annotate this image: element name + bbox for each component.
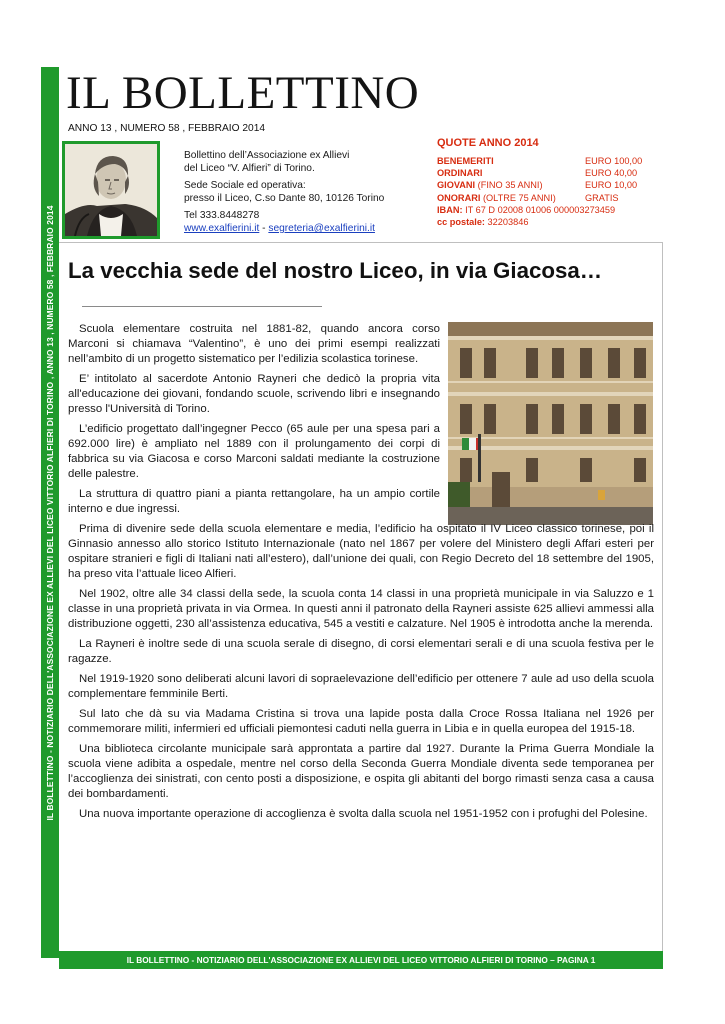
iban-label: IBAN: <box>437 204 463 215</box>
footer-band: IL BOLLETTINO - NOTIZIARIO DELL'ASSOCIAZIONE EX ALLIEVI DEL LICEO VITTORIO ALFIERI DI TORINO – PAGINA 1 <box>59 951 663 969</box>
cc-value: 32203846 <box>485 217 529 228</box>
article-paragraph: La struttura di quattro piani a pianta rettangolare, ha un ampio cortile interno e due ingressi. <box>68 488 440 515</box>
quote-note: (FINO 35 ANNI) <box>475 180 543 191</box>
sidebar-text: IL BOLLETTINO - NOTIZIARIO DELL'ASSOCIAZIONE EX ALLIEVI DEL LICEO VITTORIO ALFIERI DI TORINO , ANNO 13 , NUMERO 58 , FEBBRAIO 2014 <box>45 204 55 821</box>
article-paragraph: Una nuova importante operazione di accoglienza è svolta dalla scuola nel 1951-1952 con i profughi del Polesine. <box>79 808 648 820</box>
article-paragraph: L’edificio progettato dall’ingegner Pecco (65 aule per una spesa pari a 692.000 lire) è ampliato nel 1889 con il prolungamento dei corpi di fabbrica su via Giacosa e corso Marconi saldati mediante la costruzione delle palestre. <box>68 423 440 480</box>
wrapped-column <box>68 322 440 517</box>
article-body <box>68 322 654 827</box>
contact-line: Sede Sociale ed operativa: <box>184 180 306 192</box>
article-paragraph: E’ intitolato al sacerdote Antonio Rayneri che dedicò la propria vita all'educazione dei giovani, fondando scuole, scrivendo libri e insegnando presso l'Università di Torino. <box>68 373 440 415</box>
contact-line: Bollettino dell’Associazione ex Allievi <box>184 150 350 161</box>
quote-value: EURO 100,00 <box>585 156 643 166</box>
portrait-engraving-image <box>62 141 160 239</box>
cc-label: cc postale: <box>437 217 485 228</box>
contact-block <box>184 150 384 236</box>
quote-row <box>437 192 662 204</box>
quote-row <box>437 167 662 179</box>
iban-value: IT 67 D 02008 01006 000003273459 <box>462 204 616 215</box>
iban-line <box>437 204 662 216</box>
article-paragraph: Una biblioteca circolante municipale sarà approntata a partire dal 1927. Durante la Prima Guerra Mondiale la scuola viene adibita a ospedale, mentre nel corso della Seconda Guerra Mondiale diventa sede temporanea per l’accoglienza dei sinistrati, con cento posti a disposizione, e ospita gli abitanti del borgo rimasti senza casa a causa dei bombardamenti. <box>68 743 654 800</box>
quote-row <box>437 155 662 167</box>
quote-note: (OLTRE 75 ANNI) <box>480 192 556 203</box>
contact-phone: Tel 333.8448278 <box>184 210 260 222</box>
article-paragraph: Sul lato che dà su via Madama Cristina si trova una lapide posta dalla Croce Rossa Italiana nel 1926 per commemorare militi, infermieri ed ufficiali piemontesi caduti nella guerra in Libia e in quella europea del 1915-18. <box>68 708 654 735</box>
quote-name: BENEMERITI <box>437 156 494 166</box>
quote-name: GIOVANI <box>437 180 476 191</box>
article-paragraph: Scuola elementare costruita nel 1881-82, quando ancora corso Marconi si chiamava “Valentino”, è uno dei primi esempi realizzati nell’ambito di un progetto sistematico per l’edilizia scolastica torinese. <box>68 323 440 365</box>
quotes-table <box>437 155 662 228</box>
vertical-sidebar-band <box>41 67 59 958</box>
article-paragraph: Nel 1902, oltre alle 34 classi della sede, la scuola conta 14 classi in una proprietà municipale in via Saluzzo e 1 classe in una proprietà privata in via Ormea. In questi anni il patronato della Rayneri assiste 625 allievi ammessi alla distribuzione oggetti, 230 all’assistenza educativa, 545 a vestiti e calzature. Nel 1905 è introdotta anche la merenda. <box>68 588 654 630</box>
website-link[interactable]: www.exalfierini.it <box>184 222 260 234</box>
link-separator: - <box>259 222 269 234</box>
quote-name: ORDINARI <box>437 168 483 179</box>
quotes-title: QUOTE ANNO 2014 <box>437 137 539 149</box>
contact-line: del Liceo “V. Alfieri” di Torino. <box>184 162 315 174</box>
quote-row <box>437 179 662 191</box>
contact-line: presso il Liceo, C.so Dante 80, 10126 Torino <box>184 192 385 204</box>
email-link[interactable]: segreteria@exalfierini.it <box>268 222 375 234</box>
article-paragraph: La Rayneri è inoltre sede di una scuola serale di disegno, di corsi elementari serali e di una scuola festiva per le ragazze. <box>68 638 654 665</box>
masthead-title: IL BOLLETTINO <box>66 67 420 119</box>
article-title: La vecchia sede del nostro Liceo, in via Giacosa… <box>68 258 603 283</box>
quote-value: EURO 40,00 <box>585 168 638 179</box>
quote-value: EURO 10,00 <box>585 180 638 191</box>
issue-info: ANNO 13 , NUMERO 58 , FEBBRAIO 2014 <box>68 123 266 134</box>
cc-postale-line <box>437 216 662 228</box>
title-divider <box>82 306 322 307</box>
quote-name: ONORARI <box>437 192 481 203</box>
article-paragraph: Prima di divenire sede della scuola elementare e media, l’edificio ha ospitato il IV Liceo classico torinese, poi il Ginnasio annesso allo storico Istituto Internazionale (nato nel 1867 per volere del Ministero degli Affari esteri per ospitare stranieri e figli di Italiani nati all’estero), dall’unione dei quali, con Regio Decreto del 18 settembre del 1905, ha preso vita l’attuale liceo Alfieri. <box>68 523 654 580</box>
quote-value: GRATIS <box>585 192 619 203</box>
article-paragraph: Nel 1919-1920 sono deliberati alcuni lavori di sopraelevazione dell’edificio per ottenere 7 aule ad uso della scuola complementare femminile Berti. <box>68 673 654 700</box>
